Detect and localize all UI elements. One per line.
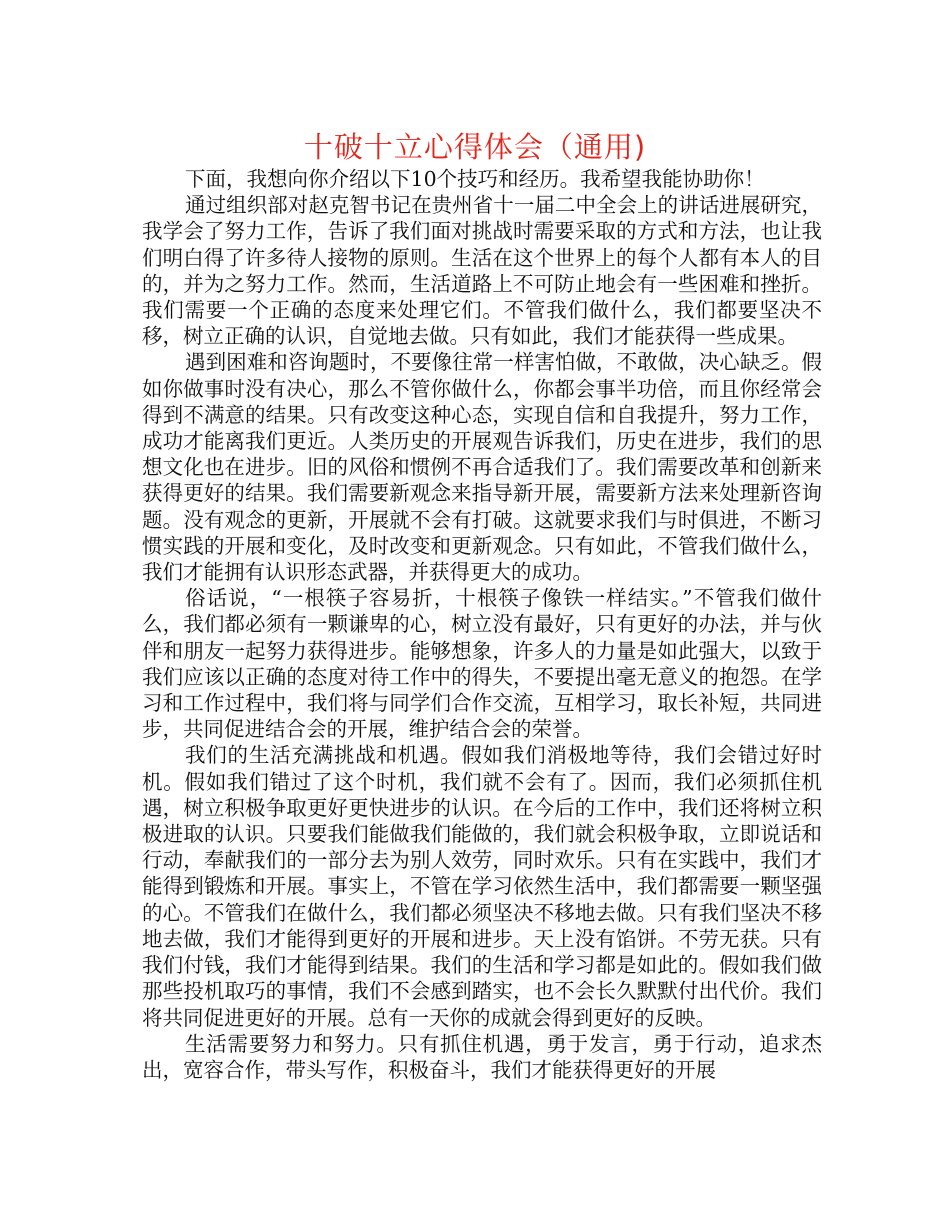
paragraph-5: 生活需要努力和努力。只有抓住机遇，勇于发言，勇于行动，追求杰出，宽容合作，带头写作，积极奋斗，我们才能获得更好的开展 xyxy=(142,1031,822,1082)
document-title: 十破十立心得体会（通用) xyxy=(303,130,647,164)
paragraph-1: 通过组织部对赵克智书记在贵州省十一届二中全会上的讲话进展研究，我学会了努力工作，告诉了我们面对挑战时需要采取的方式和方法，也让我们明白得了许多待人接物的原则。生活在这个世界上的每个人都有本人的目的，并为之努力工作。然而，生活道路上不可防止地会有一些困难和挫折。我们需要一个正确的态度来处理它们。不管我们做什么，我们都要坚决不移，树立正确的认识，自觉地去做。只有如此，我们才能获得一些成果。 xyxy=(142,193,822,349)
paragraph-2: 遇到困难和咨询题时，不要像往常一样害怕做，不敢做，决心缺乏。假如你做事时没有决心，那么不管你做什么，你都会事半功倍，而且你经常会得到不满意的结果。只有改变这种心态，实现自信和自我提升，努力工作，成功才能离我们更近。人类历史的开展观告诉我们，历史在进步，我们的思想文化也在进步。旧的风俗和惯例不再合适我们了。我们需要改革和创新来获得更好的结果。我们需要新观念来指导新开展，需要新方法来处理新咨询题。没有观念的更新，开展就不会有打破。这就要求我们与时俱进，不断习惯实践的开展和变化，及时改变和更新观念。只有如此，不管我们做什么，我们才能拥有认识形态武器，并获得更大的成功。 xyxy=(142,350,822,585)
paragraph-4: 我们的生活充满挑战和机遇。假如我们消极地等待，我们会错过好时机。假如我们错过了这个时机，我们就不会有了。因而，我们必须抓住机遇，树立积极争取更好更快进步的认识。在今后的工作中，我们还将树立积极进取的认识。只要我们能做我们能做的，我们就会积极争取，立即说话和行动，奉献我们的一部分去为别人效劳，同时欢乐。只有在实践中，我们才能得到锻炼和开展。事实上，不管在学习依然生活中，我们都需要一颗坚强的心。不管我们在做什么，我们都必须坚决不移地去做。只有我们坚决不移地去做，我们才能得到更好的开展和进步。天上没有馅饼。不劳无获。只有我们付钱，我们才能得到结果。我们的生活和学习都是如此的。假如我们做那些投机取巧的事情，我们不会感到踏实，也不会长久默默付出代价。我们将共同促进更好的开展。总有一天你的成就会得到更好的反映。 xyxy=(142,743,822,1030)
paragraph-intro: 下面，我想向你介绍以下10个技巧和经历。我希望我能协助你！ xyxy=(185,167,765,191)
document-body xyxy=(142,166,822,1083)
paragraph-3: 俗话说，“一根筷子容易折，十根筷子像铁一样结实。”不管我们做什么，我们都必须有一颗谦卑的心，树立没有最好，只有更好的办法，并与伙伴和朋友一起努力获得进步。能够想象，许多人的力量是如此强大，以致于我们应该以正确的态度对待工作中的得失，不要提出毫无意义的抱怨。在学习和工作过程中，我们将与同学们合作交流，互相学习，取长补短，共同进步，共同促进结合会的开展，维护结合会的荣誉。 xyxy=(142,586,822,742)
